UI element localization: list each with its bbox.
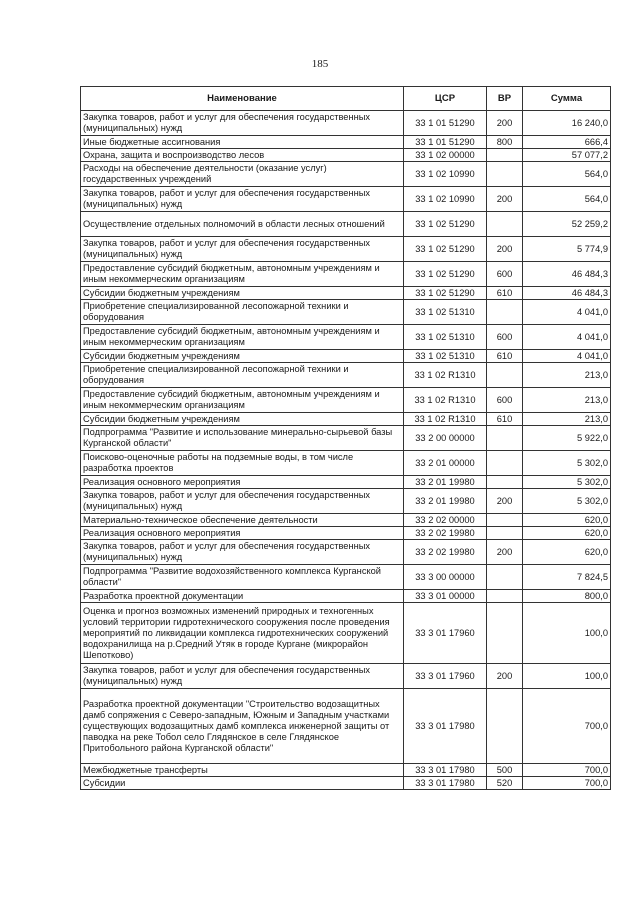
row-sum: 5 302,0 xyxy=(523,489,611,514)
row-csr: 33 3 01 17980 xyxy=(404,764,487,777)
row-sum: 46 484,3 xyxy=(523,262,611,287)
row-vr: 500 xyxy=(487,764,523,777)
row-name: Иные бюджетные ассигнования xyxy=(81,136,404,149)
table-row xyxy=(81,764,611,777)
table-row xyxy=(81,476,611,489)
row-name: Расходы на обеспечение деятельности (оказание услуг) государственных учреждений xyxy=(81,162,404,187)
table-header-row xyxy=(81,87,611,111)
row-sum: 4 041,0 xyxy=(523,325,611,350)
row-name: Предоставление субсидий бюджетным, автономным учреждениям и иным некоммерческим организациям xyxy=(81,262,404,287)
row-vr: 200 xyxy=(487,187,523,212)
row-csr: 33 1 02 10990 xyxy=(404,162,487,187)
header-csr: ЦСР xyxy=(404,87,487,111)
table-row xyxy=(81,136,611,149)
row-vr: 610 xyxy=(487,413,523,426)
row-sum: 700,0 xyxy=(523,764,611,777)
row-csr: 33 2 02 19980 xyxy=(404,540,487,565)
row-vr: 200 xyxy=(487,664,523,689)
row-sum: 666,4 xyxy=(523,136,611,149)
row-vr xyxy=(487,426,523,451)
row-vr xyxy=(487,514,523,527)
row-csr: 33 1 02 51290 xyxy=(404,287,487,300)
row-csr: 33 1 02 51290 xyxy=(404,212,487,237)
header-name: Наименование xyxy=(81,87,404,111)
table-row xyxy=(81,565,611,590)
row-csr: 33 1 02 51310 xyxy=(404,350,487,363)
table-row xyxy=(81,664,611,689)
row-sum: 564,0 xyxy=(523,187,611,212)
row-name: Реализация основного мероприятия xyxy=(81,527,404,540)
row-name: Закупка товаров, работ и услуг для обеспечения государственных (муниципальных) нужд xyxy=(81,237,404,262)
table-row xyxy=(81,325,611,350)
row-vr xyxy=(487,476,523,489)
table-row xyxy=(81,451,611,476)
row-sum: 5 302,0 xyxy=(523,451,611,476)
table-row xyxy=(81,149,611,162)
row-name: Закупка товаров, работ и услуг для обеспечения государственных (муниципальных) нужд xyxy=(81,489,404,514)
row-sum: 5 302,0 xyxy=(523,476,611,489)
row-sum: 213,0 xyxy=(523,388,611,413)
row-csr: 33 3 01 17960 xyxy=(404,664,487,689)
row-csr: 33 3 01 00000 xyxy=(404,590,487,603)
row-name: Материально-техническое обеспечение деятельности xyxy=(81,514,404,527)
table-row xyxy=(81,689,611,764)
row-name: Субсидии xyxy=(81,777,404,790)
row-sum: 4 041,0 xyxy=(523,350,611,363)
row-csr: 33 1 02 51290 xyxy=(404,237,487,262)
table-row xyxy=(81,514,611,527)
table-row xyxy=(81,262,611,287)
table-row xyxy=(81,413,611,426)
header-sum: Сумма xyxy=(523,87,611,111)
row-vr: 200 xyxy=(487,237,523,262)
row-sum: 213,0 xyxy=(523,413,611,426)
row-sum: 800,0 xyxy=(523,590,611,603)
row-name: Разработка проектной документации "Строительство водозащитных дамб сопряжения с Северо-западным, Южным и Западным участками существующих водозащитных дамб комплекса инженерной защиты от паводка на реке Тобол село Глядянское в селе Глядянское Притобольного района Курганской области" xyxy=(81,689,404,764)
row-sum: 52 259,2 xyxy=(523,212,611,237)
row-sum: 4 041,0 xyxy=(523,300,611,325)
table-row xyxy=(81,363,611,388)
row-name: Предоставление субсидий бюджетным, автономным учреждениям и иным некоммерческим организациям xyxy=(81,388,404,413)
row-vr: 800 xyxy=(487,136,523,149)
row-sum: 700,0 xyxy=(523,689,611,764)
table-row xyxy=(81,187,611,212)
table-body xyxy=(81,111,611,790)
row-name: Закупка товаров, работ и услуг для обеспечения государственных (муниципальных) нужд xyxy=(81,111,404,136)
row-csr: 33 3 01 17980 xyxy=(404,689,487,764)
row-csr: 33 3 01 17960 xyxy=(404,603,487,664)
row-vr xyxy=(487,565,523,590)
row-name: Субсидии бюджетным учреждениям xyxy=(81,350,404,363)
table-row xyxy=(81,489,611,514)
row-sum: 620,0 xyxy=(523,514,611,527)
row-sum: 5 774,9 xyxy=(523,237,611,262)
row-vr: 600 xyxy=(487,262,523,287)
row-name: Разработка проектной документации xyxy=(81,590,404,603)
row-csr: 33 2 01 19980 xyxy=(404,489,487,514)
row-name: Осуществление отдельных полномочий в области лесных отношений xyxy=(81,212,404,237)
row-vr xyxy=(487,162,523,187)
row-vr xyxy=(487,689,523,764)
row-name: Подпрограмма "Развитие водохозяйственного комплекса Курганской области" xyxy=(81,565,404,590)
row-sum: 5 922,0 xyxy=(523,426,611,451)
table-row xyxy=(81,287,611,300)
row-csr: 33 1 02 10990 xyxy=(404,187,487,212)
row-name: Приобретение специализированной лесопожарной техники и оборудования xyxy=(81,300,404,325)
row-vr xyxy=(487,212,523,237)
row-sum: 564,0 xyxy=(523,162,611,187)
row-csr: 33 2 02 19980 xyxy=(404,527,487,540)
row-csr: 33 1 02 00000 xyxy=(404,149,487,162)
row-vr xyxy=(487,590,523,603)
row-vr xyxy=(487,300,523,325)
row-sum: 7 824,5 xyxy=(523,565,611,590)
row-vr xyxy=(487,603,523,664)
row-name: Приобретение специализированной лесопожарной техники и оборудования xyxy=(81,363,404,388)
row-name: Закупка товаров, работ и услуг для обеспечения государственных (муниципальных) нужд xyxy=(81,540,404,565)
row-name: Субсидии бюджетным учреждениям xyxy=(81,287,404,300)
row-name: Реализация основного мероприятия xyxy=(81,476,404,489)
row-name: Межбюджетные трансферты xyxy=(81,764,404,777)
row-vr: 600 xyxy=(487,325,523,350)
row-csr: 33 1 02 R1310 xyxy=(404,388,487,413)
table-row xyxy=(81,527,611,540)
row-sum: 100,0 xyxy=(523,664,611,689)
table-row xyxy=(81,388,611,413)
row-name: Охрана, защита и воспроизводство лесов xyxy=(81,149,404,162)
row-csr: 33 1 01 51290 xyxy=(404,111,487,136)
row-name: Оценка и прогноз возможных изменений природных и техногенных условий территории гидротехнического сооружения после проведения мероприятий по ликвидации комплекса гидротехнических сооружений водохранилища на р.Средний Утяк в городе Кургане (микрорайон Шепотково) xyxy=(81,603,404,664)
row-name: Подпрограмма "Развитие и использование минерально-сырьевой базы Курганской области" xyxy=(81,426,404,451)
header-vr: ВР xyxy=(487,87,523,111)
table-row xyxy=(81,540,611,565)
row-sum: 620,0 xyxy=(523,527,611,540)
row-csr: 33 2 01 19980 xyxy=(404,476,487,489)
row-vr xyxy=(487,451,523,476)
row-csr: 33 1 02 R1310 xyxy=(404,363,487,388)
row-csr: 33 1 02 R1310 xyxy=(404,413,487,426)
row-vr: 520 xyxy=(487,777,523,790)
table-row xyxy=(81,237,611,262)
row-vr: 610 xyxy=(487,287,523,300)
row-sum: 16 240,0 xyxy=(523,111,611,136)
page-number: 185 xyxy=(311,58,329,70)
row-vr xyxy=(487,527,523,540)
row-csr: 33 1 01 51290 xyxy=(404,136,487,149)
row-vr: 610 xyxy=(487,350,523,363)
table-row xyxy=(81,212,611,237)
row-vr: 600 xyxy=(487,388,523,413)
row-sum: 57 077,2 xyxy=(523,149,611,162)
table-row xyxy=(81,590,611,603)
row-csr: 33 2 01 00000 xyxy=(404,451,487,476)
row-sum: 213,0 xyxy=(523,363,611,388)
row-name: Субсидии бюджетным учреждениям xyxy=(81,413,404,426)
row-name: Поисково-оценочные работы на подземные воды, в том числе разработка проектов xyxy=(81,451,404,476)
table-row xyxy=(81,426,611,451)
budget-table xyxy=(80,86,611,790)
row-csr: 33 1 02 51290 xyxy=(404,262,487,287)
table-row xyxy=(81,162,611,187)
row-vr: 200 xyxy=(487,489,523,514)
row-csr: 33 3 01 17980 xyxy=(404,777,487,790)
row-sum: 46 484,3 xyxy=(523,287,611,300)
row-name: Закупка товаров, работ и услуг для обеспечения государственных (муниципальных) нужд xyxy=(81,664,404,689)
row-csr: 33 2 02 00000 xyxy=(404,514,487,527)
row-name: Предоставление субсидий бюджетным, автономным учреждениям и иным некоммерческим организациям xyxy=(81,325,404,350)
table-row xyxy=(81,777,611,790)
table-row xyxy=(81,300,611,325)
row-csr: 33 3 00 00000 xyxy=(404,565,487,590)
table-row xyxy=(81,603,611,664)
row-sum: 620,0 xyxy=(523,540,611,565)
row-sum: 100,0 xyxy=(523,603,611,664)
row-csr: 33 1 02 51310 xyxy=(404,325,487,350)
row-csr: 33 2 00 00000 xyxy=(404,426,487,451)
row-sum: 700,0 xyxy=(523,777,611,790)
row-vr: 200 xyxy=(487,111,523,136)
row-csr: 33 1 02 51310 xyxy=(404,300,487,325)
row-name: Закупка товаров, работ и услуг для обеспечения государственных (муниципальных) нужд xyxy=(81,187,404,212)
table-row xyxy=(81,111,611,136)
table-row xyxy=(81,350,611,363)
row-vr xyxy=(487,149,523,162)
row-vr xyxy=(487,363,523,388)
row-vr: 200 xyxy=(487,540,523,565)
